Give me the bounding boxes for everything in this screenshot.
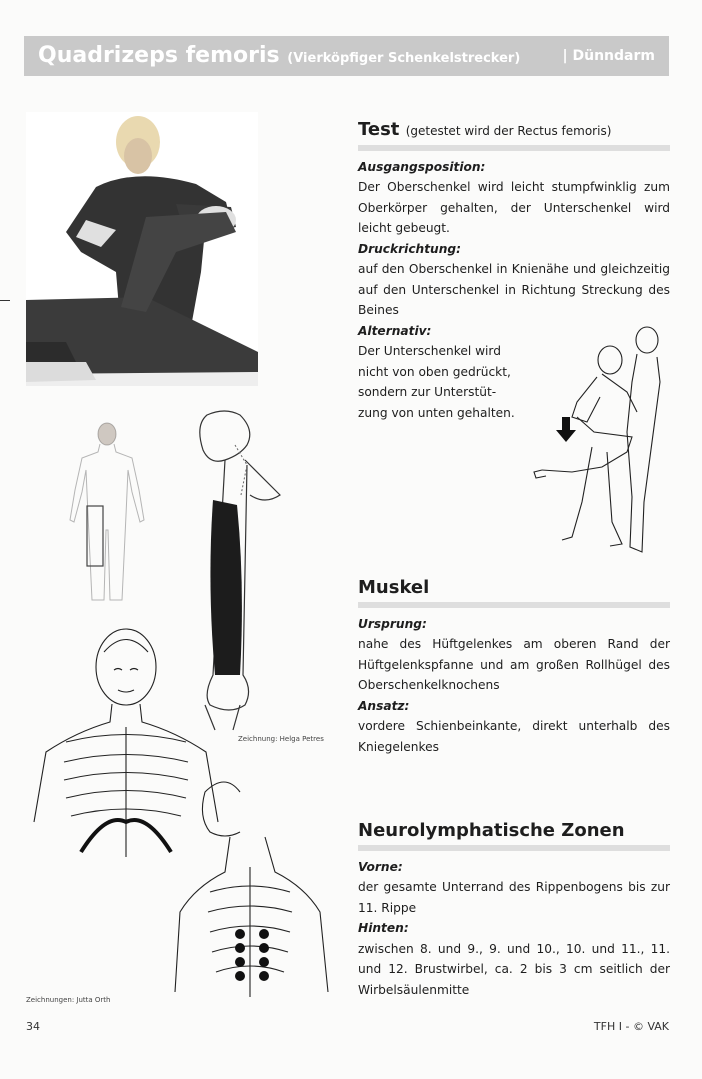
alternative-line: nicht von oben gedrückt, <box>358 364 511 379</box>
start-position-text: Der Oberschenkel wird leicht stumpfwinklig zum Oberkörper gehalten, der Unterschenkel wird leicht gebeugt. <box>358 180 670 235</box>
test-heading-text: Test <box>358 119 400 140</box>
pressure-direction-text: auf den Oberschenkel in Knienähe und gleichzeitig auf den Unterschenkel in Richtung Streckung des Beines <box>358 262 670 317</box>
insertion-text: vordere Schienbeinkante, direkt unterhalb des Kniegelenkes <box>358 719 670 754</box>
page-header <box>24 36 669 76</box>
origin-text: nahe des Hüftgelenkes am oberen Rand der Hüftgelenkspfanne und am großen Rollhügel des Oberschenkelknochens <box>358 637 670 692</box>
muscle-section <box>358 578 670 757</box>
page-number: 34 <box>26 1020 40 1033</box>
insertion-label: Ansatz: <box>358 698 410 713</box>
alternative-line: Der Unterschenkel wird <box>358 344 501 358</box>
muscle-drawing-caption: Zeichnung: Helga Petres <box>238 735 324 743</box>
alternative-line: sondern zur Unterstüt- <box>358 385 497 399</box>
photo-muscle-test <box>26 112 258 386</box>
start-position-label: Ausgangsposition: <box>358 159 486 174</box>
back-text: zwischen 8. und 9., 9. und 10., 10. und 11., 11. und 12. Brustwirbel, ca. 2 bis 3 cm seitlich der Wirbelsäulenmitte <box>358 941 670 997</box>
alternative-test-sketch <box>532 322 677 557</box>
back-torso-zones <box>170 772 335 1002</box>
alternative-label: Alternativ: <box>358 323 432 338</box>
origin-label: Ursprung: <box>358 616 427 631</box>
test-heading-note: (getestet wird der Rectus femoris) <box>405 124 612 138</box>
organ-tag: | Dünndarm <box>562 48 655 64</box>
zones-heading: Neurolymphatische Zonen <box>358 821 670 851</box>
muscle-heading: Muskel <box>358 578 670 608</box>
body-outline-figure <box>60 420 155 605</box>
muscle-german-name: (Vierköpfiger Schenkelstrecker) <box>287 51 521 66</box>
back-label: Hinten: <box>358 921 409 935</box>
muscle-name: Quadrizeps femoris <box>38 43 280 68</box>
zones-section <box>358 821 670 1000</box>
publisher-credit: TFH I - © VAK <box>593 1020 669 1033</box>
pressure-direction-label: Druckrichtung: <box>358 241 461 256</box>
test-heading <box>358 120 670 151</box>
alternative-line: zung von unten gehalten. <box>358 405 515 420</box>
crop-mark <box>0 300 10 301</box>
zone-drawings-caption: Zeichnungen: Jutta Orth <box>26 996 111 1004</box>
alternative-text <box>358 341 528 423</box>
front-text: der gesamte Unterrand des Rippenbogens bis zur 11. Rippe <box>358 880 670 915</box>
header-title <box>38 43 520 68</box>
front-label: Vorne: <box>358 859 403 874</box>
